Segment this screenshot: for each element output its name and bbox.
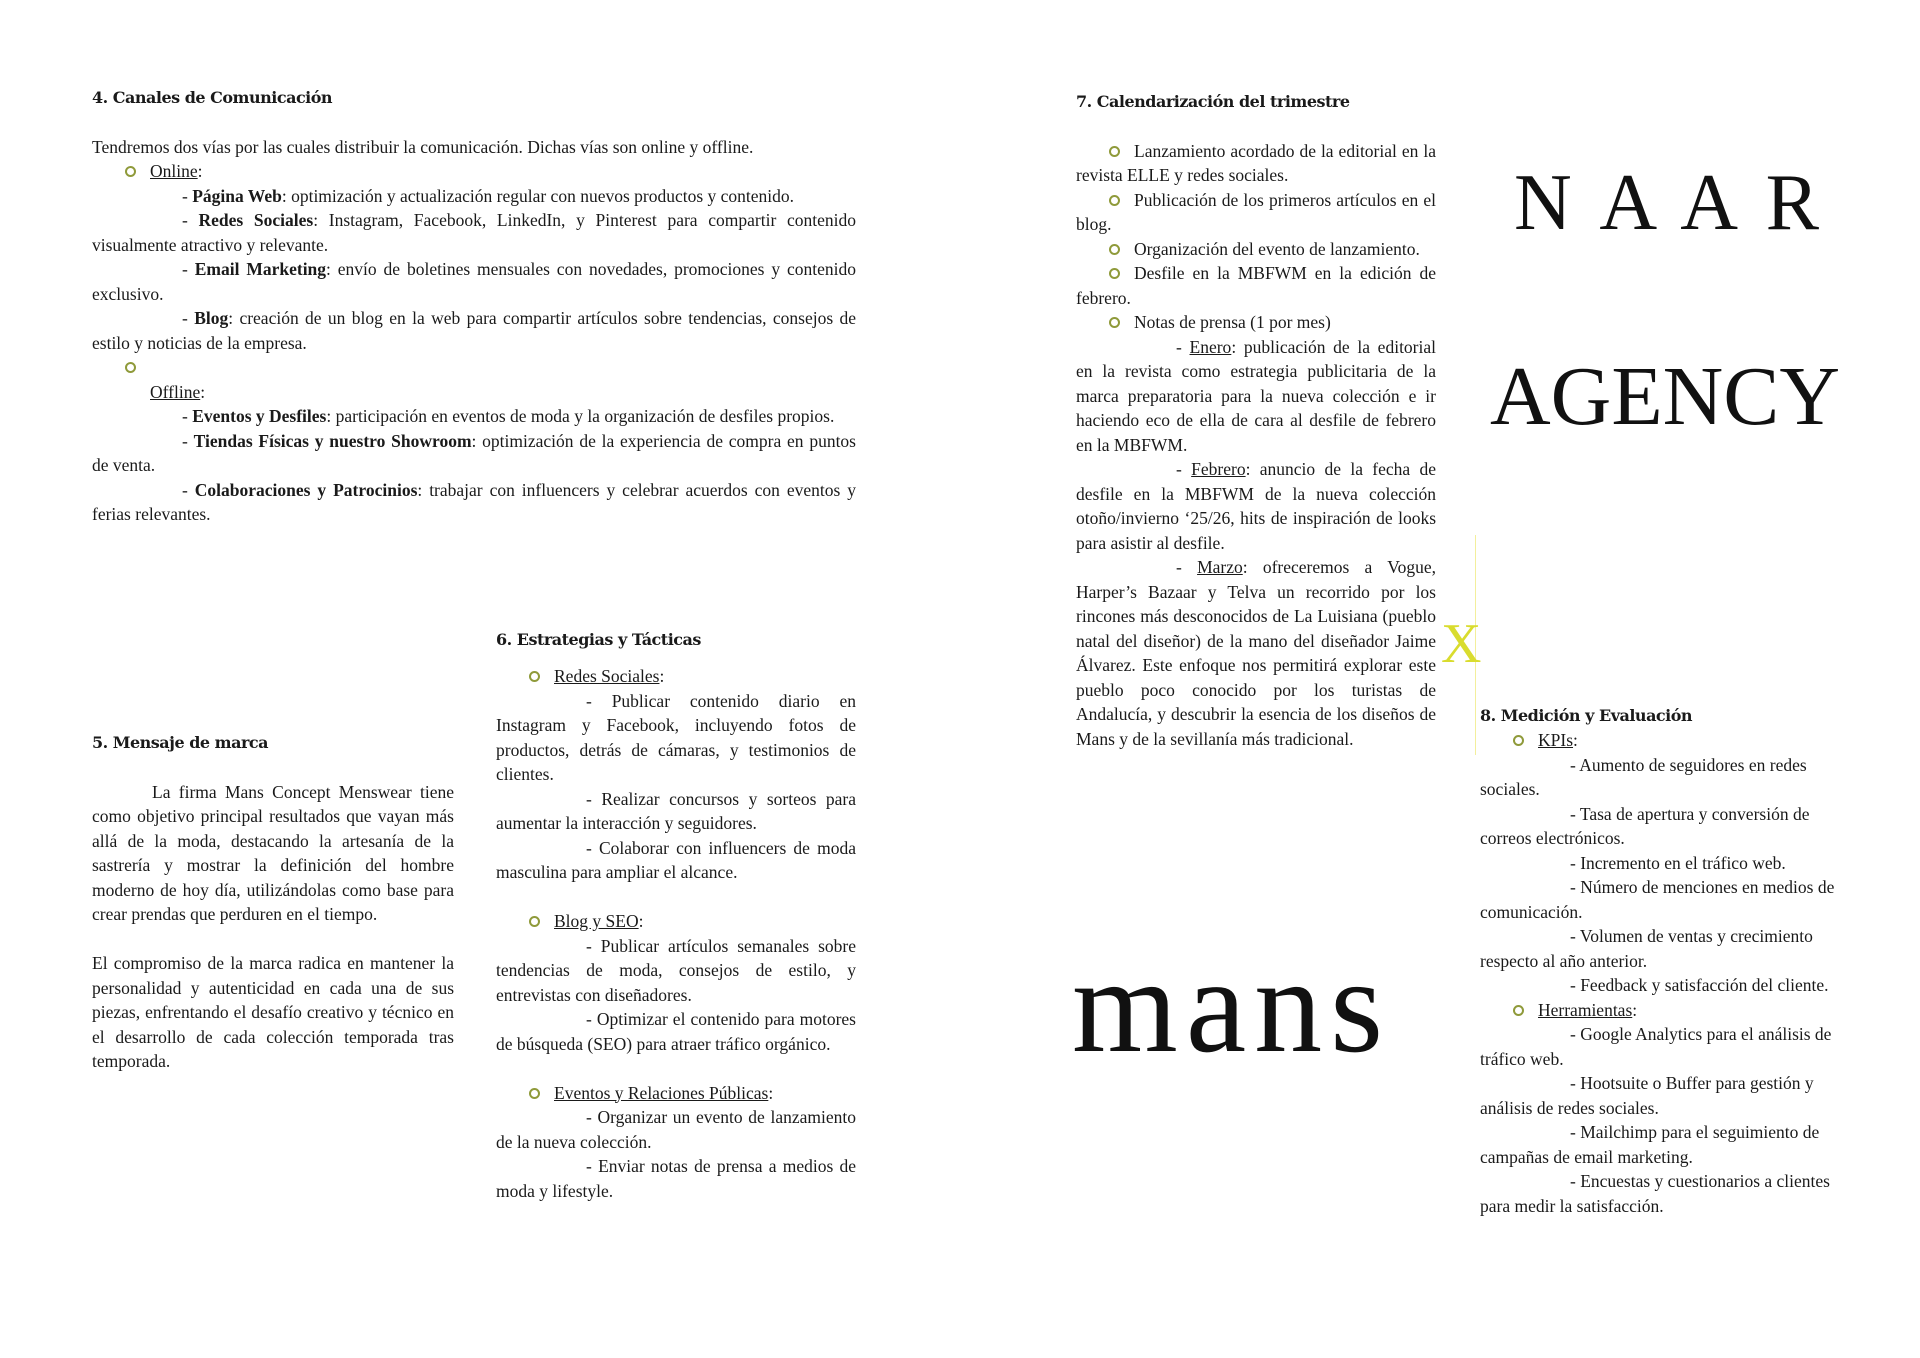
- list-item: - Número de menciones en medios de comunicación.: [1480, 877, 1835, 922]
- list-item: - Blog: creación de un blog en la web para compartir artículos sobre tendencias, consejos de estilo y noticias de la empresa.: [92, 308, 857, 353]
- bullet-ring-icon: [529, 671, 540, 682]
- brand-message-paragraph: El compromiso de la marca radica en mantener la personalidad y autenticidad en cada una de sus piezas, enfrentando el desafío creativo y técnico en el desarrollo de cada colección temporada tras temporada.: [92, 953, 454, 1071]
- list-item: - Realizar concursos y sorteos para aumentar la interacción y seguidores.: [496, 788, 857, 833]
- list-item: - Organizar un evento de lanzamiento de la nueva colección.: [496, 1107, 856, 1152]
- list-item: - Hootsuite o Buffer para gestión y análisis de redes sociales.: [1480, 1073, 1814, 1118]
- online-bullet: Online:: [92, 159, 856, 184]
- list-item: - Volumen de ventas y crecimiento respecto al año anterior.: [1480, 926, 1813, 971]
- mans-logo-text: mans: [1072, 931, 1392, 1081]
- bullet-ring-icon: [1109, 195, 1120, 206]
- bullet-ring-icon: [1109, 244, 1120, 255]
- bullet-ring-icon: [125, 166, 136, 177]
- section-5: [92, 731, 454, 1074]
- x-mark: X: [1441, 613, 1482, 675]
- empty-bullet: [92, 355, 856, 380]
- list-item: - Optimizar el contenido para motores de búsqueda (SEO) para atraer tráfico orgánico.: [496, 1009, 856, 1054]
- list-item: - Tiendas Físicas y nuestro Showroom: optimización de la experiencia de compra en puntos de venta.: [92, 430, 856, 475]
- section-5-title: 5. Mensaje de marca: [92, 733, 268, 752]
- month-item: - Marzo: ofreceremos a Vogue, Harper’s Bazaar y Telva un recorrido por los rincones más desconocidos de La Luisiana (pueblo natal del diseñor) de la mano del diseñador Jaime Álvarez. Este enfoque nos permitirá explorar este pueblo poco conocido por los turistas de Andalucía, y descubrir la esencia de los diseños de Mans y de la sevillanía más tradicional.: [1076, 557, 1437, 749]
- list-item: - Publicar contenido diario en Instagram y Facebook, incluyendo fotos de productos, detrás de cámaras, y testimonios de clientes.: [496, 690, 856, 784]
- section-6: [496, 628, 856, 1203]
- section-8-title: 8. Medición y Evaluación: [1480, 706, 1693, 725]
- list-item: - Redes Sociales: Instagram, Facebook, LinkedIn, y Pinterest para compartir contenido visualmente atractivo y relevante.: [92, 210, 856, 255]
- list-item: Organización del evento de lanzamiento.: [1076, 237, 1436, 262]
- kpi-label: KPIs:: [1480, 728, 1840, 753]
- bullet-ring-icon: [125, 362, 136, 373]
- bullet-ring-icon: [1109, 146, 1120, 157]
- month-item: - Febrero: anuncio de la fecha de desfile en la MBFWM de la nueva colección otoño/invierno ‘25/26, hits de inspiración de looks para asistir al desfile.: [1076, 459, 1436, 553]
- bullet-ring-icon: [1513, 1005, 1524, 1016]
- offline-label: Offline:: [150, 381, 206, 402]
- section-7-title: 7. Calendarización del trimestre: [1076, 92, 1350, 111]
- list-item: Publicación de los primeros artículos en el blog.: [1076, 189, 1436, 234]
- strategy-group-label: Redes Sociales:: [496, 664, 856, 689]
- list-item: - Página Web: optimización y actualización regular con nuevos productos y contenido.: [182, 185, 795, 206]
- agency-logo-text: AGENCY: [1490, 350, 1840, 443]
- section-4-intro: Tendremos dos vías por las cuales distribuir la comunicación. Dichas vías son online y offline.: [92, 136, 754, 157]
- bullet-ring-icon: [529, 1088, 540, 1099]
- list-item: - Publicar artículos semanales sobre tendencias de moda, consejos de estilo, y entrevistas con diseñadores.: [496, 935, 857, 1005]
- month-item: - Enero: publicación de la editorial en la revista como estrategia publicitaria de la marca preparatoria para la nueva colección e ir haciendo eco de ella de cara al desfile de febrero en la MBFWM.: [1076, 336, 1436, 455]
- tools-label: Herramientas:: [1480, 998, 1840, 1023]
- list-item: - Feedback y satisfacción del cliente.: [1570, 975, 1829, 995]
- list-item: - Colaborar con influencers de moda masculina para ampliar el alcance.: [496, 837, 856, 882]
- list-item: - Google Analytics para el análisis de tráfico web.: [1480, 1024, 1832, 1069]
- list-item: - Encuestas y cuestionarios a clientes para medir la satisfacción.: [1480, 1171, 1830, 1216]
- section-4-title: 4. Canales de Comunicación: [92, 88, 333, 107]
- list-item: - Eventos y Desfiles: participación en eventos de moda y la organización de desfiles propios.: [182, 406, 835, 426]
- bullet-ring-icon: [1513, 735, 1524, 746]
- list-item: Lanzamiento acordado de la editorial en la revista ELLE y redes sociales.: [1076, 140, 1436, 185]
- section-4: [92, 86, 856, 527]
- brand-message-paragraph: La firma Mans Concept Menswear tiene como objetivo principal resultados que vayan más allá de la moda, destacando la artesanía de la sastrería y mostrar la definición del hombre moderno de hoy día, utilizándolas como base para crear prendas que perduren en el tiempo.: [92, 781, 454, 924]
- section-6-title: 6. Estrategias y Tácticas: [496, 630, 701, 649]
- bullet-ring-icon: [529, 916, 540, 927]
- strategy-group-label: Blog y SEO:: [496, 909, 856, 934]
- strategy-group-label: Eventos y Relaciones Públicas:: [496, 1081, 856, 1106]
- naar-logo-text: N A A R: [1514, 159, 1826, 247]
- list-item: - Mailchimp para el seguimiento de campañas de email marketing.: [1480, 1122, 1820, 1167]
- bullet-ring-icon: [1109, 268, 1120, 279]
- list-item: - Email Marketing: envío de boletines mensuales con novedades, promociones y contenido exclusivo.: [92, 259, 857, 304]
- list-item: - Tasa de apertura y conversión de correos electrónicos.: [1480, 803, 1810, 848]
- list-item: - Colaboraciones y Patrocinios: trabajar con influencers y celebrar acuerdos con eventos y ferias relevantes.: [92, 479, 856, 524]
- section-8: [1480, 704, 1840, 1218]
- bullet-ring-icon: [1109, 317, 1120, 328]
- list-item: Desfile en la MBFWM en la edición de febrero.: [1076, 263, 1436, 308]
- list-item: - Aumento de seguidores en redes sociales.: [1480, 754, 1807, 799]
- list-item: Notas de prensa (1 por mes): [1076, 310, 1436, 335]
- list-item: - Incremento en el tráfico web.: [1570, 852, 1786, 873]
- section-7: [1076, 90, 1436, 751]
- list-item: - Enviar notas de prensa a medios de moda y lifestyle.: [496, 1156, 857, 1201]
